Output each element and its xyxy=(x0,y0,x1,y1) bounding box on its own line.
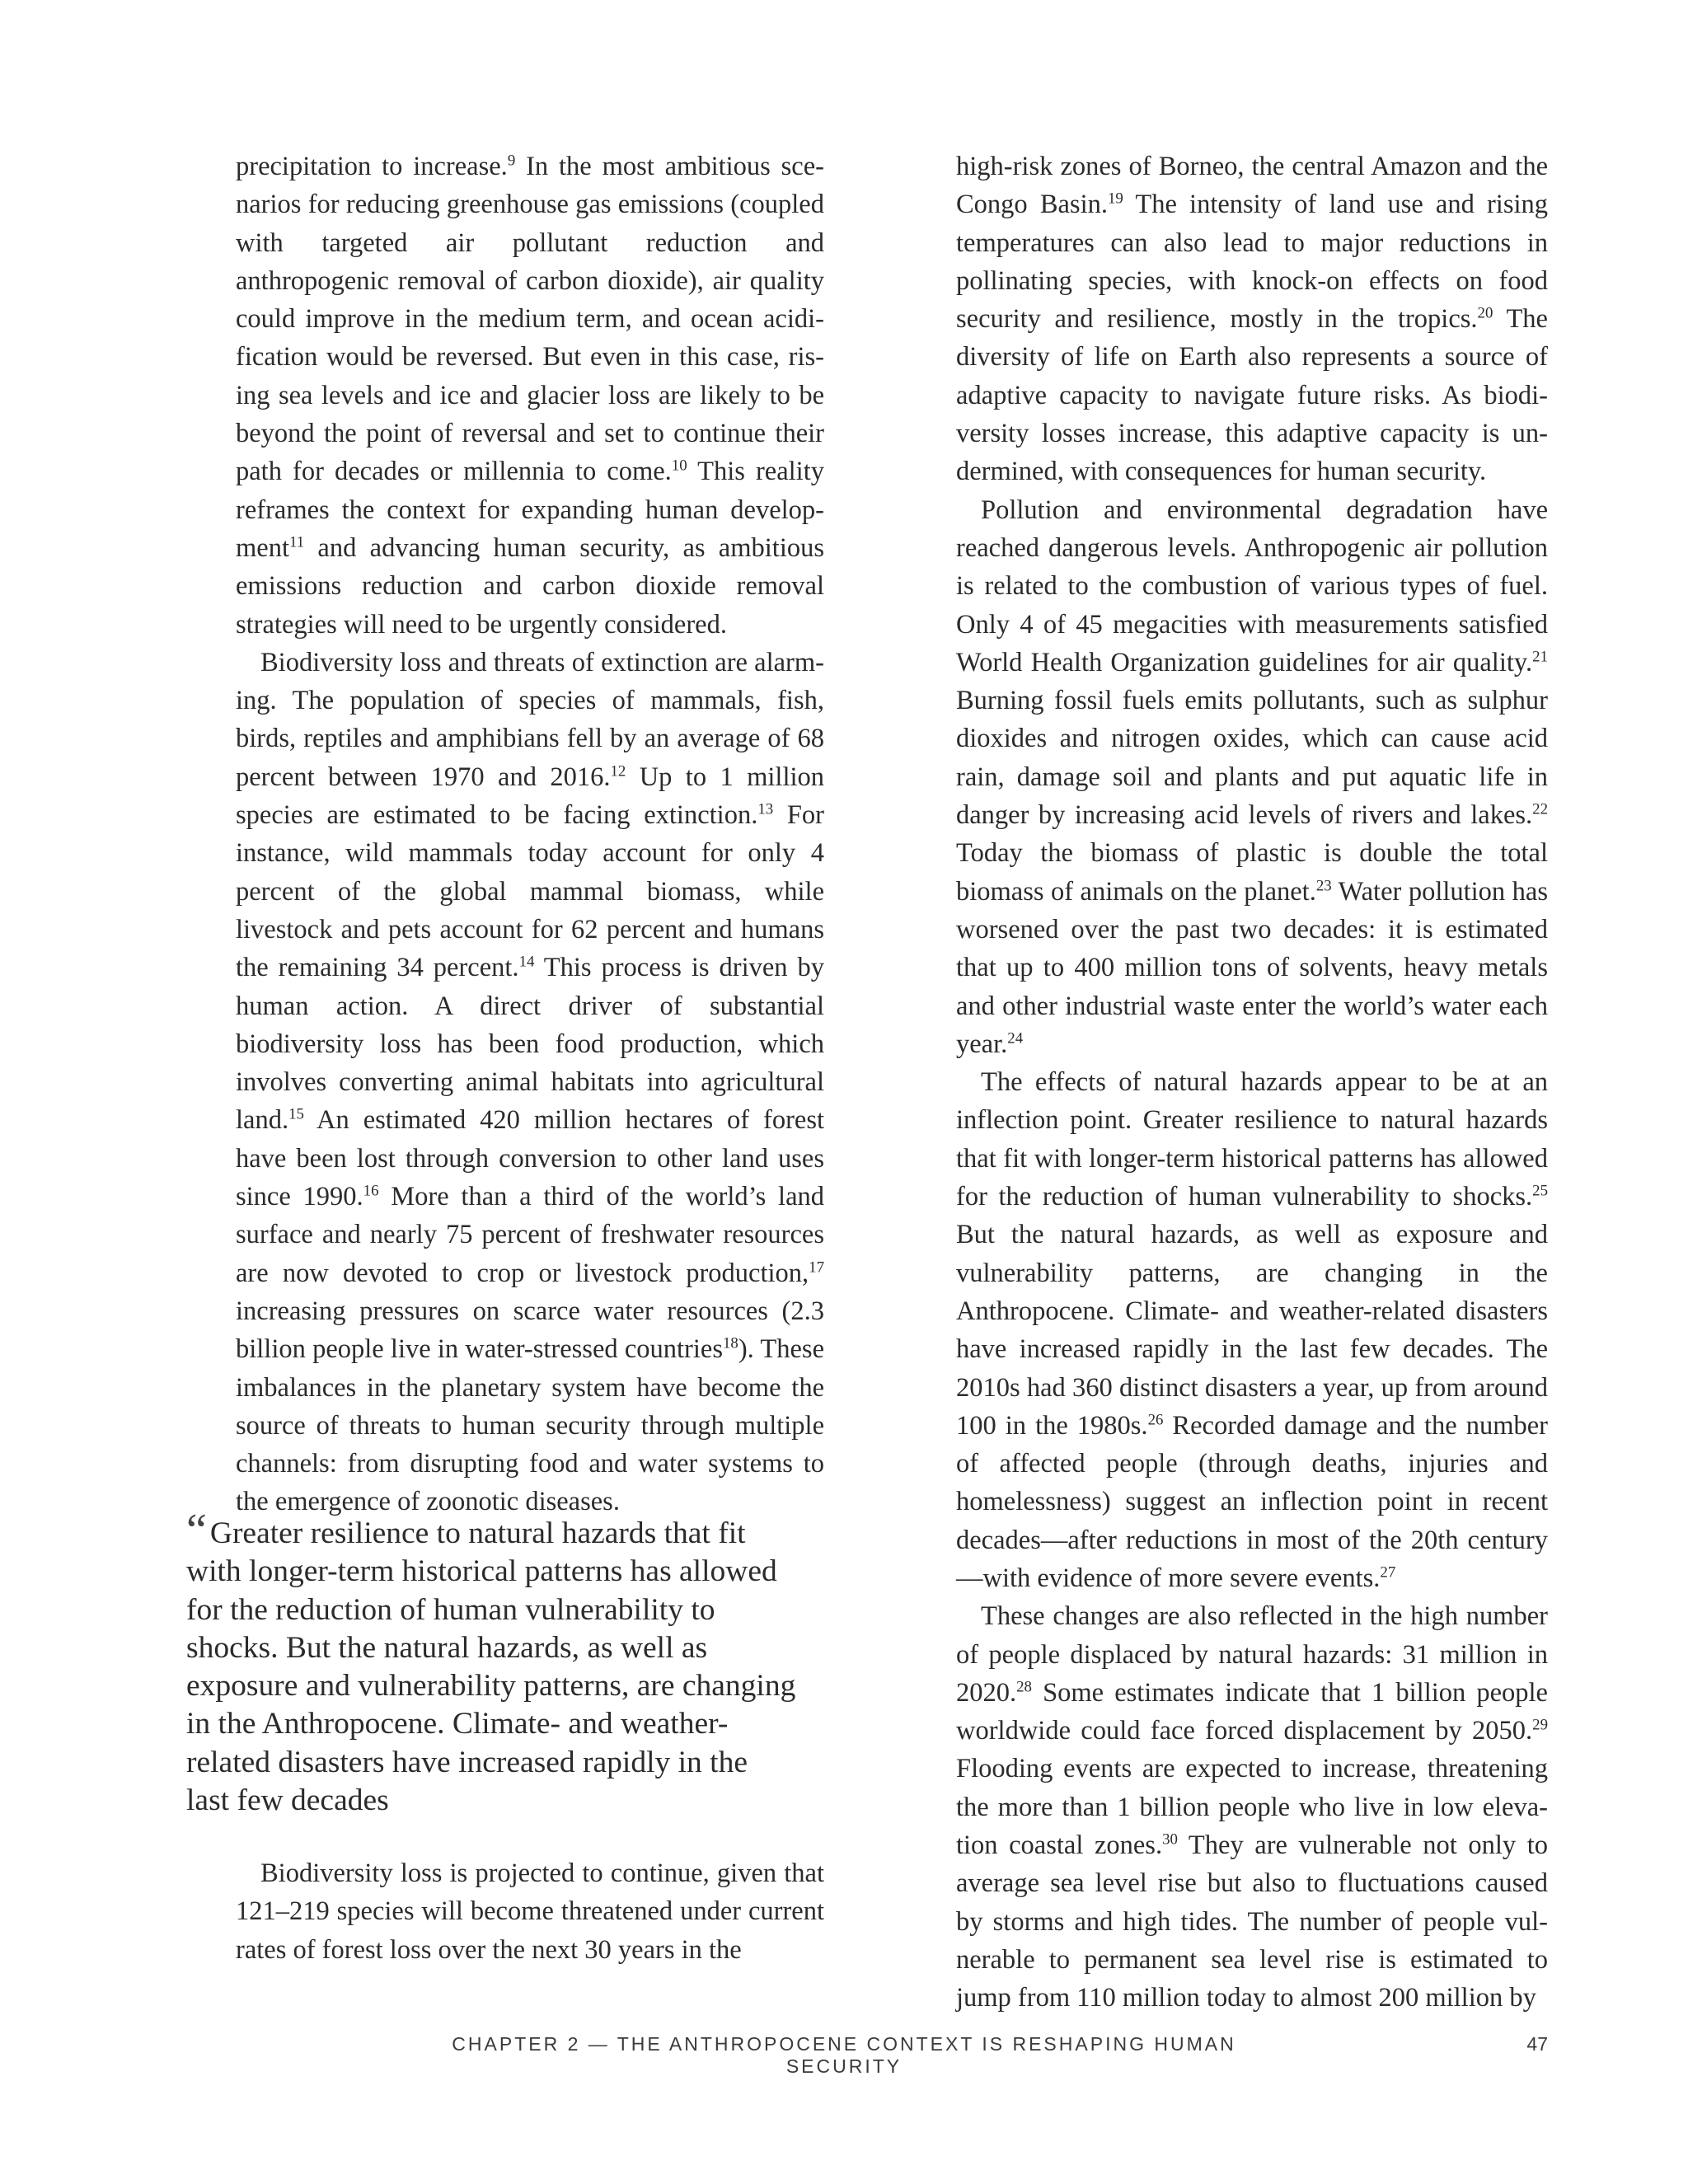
body-paragraph xyxy=(236,1854,824,1969)
body-paragraph xyxy=(956,1597,1548,2017)
paragraph-text: Water pollution has worsened over the past two decades: it is estimated that up to 400 million tons of solvents, heavy metals and other industrial waste enter the world’s water each year. xyxy=(956,876,1548,1059)
body-paragraph xyxy=(956,148,1548,491)
body-paragraph xyxy=(236,148,824,644)
body-paragraph xyxy=(956,491,1548,1063)
footnote-marker: 20 xyxy=(1477,304,1493,322)
footnote-marker: 28 xyxy=(1016,1678,1032,1696)
paragraph-text: Burning fossil fuels emits pollutants, such as sulphur dioxides and nitrogen oxides, which can cause acid rain, damage soil and plants and put aquatic life in danger by increasing acid levels of rivers and lakes. xyxy=(956,686,1548,831)
paragraph-text: This process is driven by human action. A direct driver of substantial biodiversity loss has been food production, which involves converting animal habitats into agricultural land. xyxy=(236,953,824,1136)
right-column xyxy=(956,148,1548,2018)
footnote-marker: 26 xyxy=(1147,1411,1164,1429)
left-column xyxy=(236,148,824,1521)
footnote-marker: 30 xyxy=(1162,1830,1178,1849)
quote-mark-icon: “ xyxy=(186,1504,207,1556)
paragraph-text: Flooding events are expected to increase, threatening the more than 1 billion people who live in low elevation coastal zones. xyxy=(956,1754,1548,1861)
footnote-marker: 11 xyxy=(288,533,305,551)
paragraph-text: Biodiversity loss is projected to continue, given that 121–219 species will become threatened under current rates of forest loss over the next 30 years in the xyxy=(236,1858,824,1965)
pull-quote-text: Greater resilience to natural hazards that fit with longer-term historical patterns has allowed for the reduction of human vulnerability to shocks. But the natural hazards, as well as exposure and vulnerability patterns, are changing in the Anthropocene. Climate- and weather-related disasters have increased rapidly in the last few decades xyxy=(186,1516,796,1818)
footnote-marker: 12 xyxy=(610,762,626,780)
footnote-marker: 9 xyxy=(507,152,516,170)
paragraph-text: ). These imbalances in the planetary system have become the source of threats to human security through multiple channels: from disrupting food and water systems to the emergence of zoonotic diseases. xyxy=(236,1334,824,1517)
paragraph-text: Some estimates indicate that 1 billion people worldwide could face forced displacement by 2050. xyxy=(956,1677,1548,1746)
footnote-marker: 29 xyxy=(1532,1716,1548,1734)
body-paragraph xyxy=(956,1063,1548,1597)
footnote-marker: 16 xyxy=(363,1182,379,1200)
paragraph-text: Up to 1 million species are estimated to be facing extinction. xyxy=(236,762,824,831)
paragraph-text: The diversity of life on Earth also represents a source of adaptive capacity to navigate future risks. As biodiversity losses increase, this adaptive capacity is undermined, with consequences for human security. xyxy=(956,304,1548,487)
paragraph-text: The effects of natural hazards appear to be at an inflection point. Greater resilience to natural hazards that fit with longer-term historical patterns has allowed for the reduction of human vulnerability to shocks. xyxy=(956,1067,1548,1212)
paragraph-text: They are vulnerable not only to average sea level rise but also to fluctuations caused by storms and high tides. The number of people vulnerable to permanent sea level rise is estimated to jump from 110 million today to almost 200 million by xyxy=(956,1830,1548,2013)
paragraph-text: For instance, wild mammals today account for only 4 percent of the global mammal biomass, while livestock and pets account for 62 percent and humans the remaining 34 percent. xyxy=(236,800,824,983)
paragraph-text: These changes are also reflected in the high number of people displaced by natural hazards: 31 million in 2020. xyxy=(956,1601,1548,1708)
paragraph-text: precipitation to increase. xyxy=(236,152,508,181)
footnote-marker: 17 xyxy=(809,1258,824,1276)
footnote-marker: 19 xyxy=(1107,190,1123,208)
footnote-marker: 10 xyxy=(671,457,687,475)
paragraph-text: But the natural hazards, as well as exposure and vulnerability patterns, are changing in the Anthropocene. Climate- and weather-related disasters have increased rapidly in the last few decades. The 2010s had 360 distinct disasters a year, up from around 100 in the 1980s. xyxy=(956,1220,1548,1441)
footnote-marker: 15 xyxy=(288,1105,304,1123)
paragraph-text: increasing pressures on scarce water resources (2.3 billion people live in water-stressed countries xyxy=(236,1296,824,1365)
chapter-footer: CHAPTER 2 — THE ANTHROPOCENE CONTEXT IS RESHAPING HUMAN SECURITY xyxy=(452,2033,1236,2077)
footnote-marker: 23 xyxy=(1315,876,1332,894)
footnote-marker: 14 xyxy=(518,953,535,971)
paragraph-text: Pollution and environmental degradation have reached dangerous levels. Anthropogenic air pollution is related to the combustion of various types of fuel. Only 4 of 45 megacities with measurements satisfied World Health Organization guidelines for air quality. xyxy=(956,494,1548,677)
paragraph-text: and advancing human security, as ambitious emissions reduction and carbon dioxide removal strategies will need to be urgently considered. xyxy=(236,532,824,640)
paragraph-text: More than a third of the world’s land surface and nearly 75 percent of freshwater resources are now devoted to crop or livestock production, xyxy=(236,1182,825,1288)
paragraph-text: This reality reframes the context for expanding human development xyxy=(236,457,824,563)
page-number: 47 xyxy=(1526,2033,1548,2055)
paragraph-text: The intensity of land use and rising temperatures can also lead to major reductions in pollinating species, with knock-on effects on food security and resilience, mostly in the tropics. xyxy=(956,190,1548,335)
footnote-marker: 24 xyxy=(1007,1029,1024,1047)
footnote-marker: 25 xyxy=(1532,1182,1548,1200)
footnote-marker: 27 xyxy=(1380,1563,1396,1582)
paragraph-text: high-risk zones of Borneo, the central Amazon and the Congo Basin. xyxy=(956,152,1548,220)
paragraph-text: An estimated 420 million hectares of forest have been lost through conversion to other land uses since 1990. xyxy=(236,1105,824,1212)
footnote-marker: 22 xyxy=(1532,800,1548,818)
pull-quote xyxy=(186,1504,796,1820)
paragraph-text: In the most ambitious scenarios for reducing greenhouse gas emissions (coupled with targeted air pollutant reduction and anthropogenic removal of carbon dioxide), air quality could improve in the medium term, and ocean acidification would be reversed. But even in this case, rising sea levels and ice and glacier loss are likely to be beyond the point of reversal and set to continue their path for decades or millennia to come. xyxy=(236,152,824,487)
footnote-marker: 13 xyxy=(757,800,774,818)
footnote-marker: 18 xyxy=(722,1334,738,1352)
paragraph-text: Today the biomass of plastic is double the total biomass of animals on the planet. xyxy=(956,838,1548,907)
left-column-continued xyxy=(236,1854,824,1969)
paragraph-text: Biodiversity loss and threats of extinction are alarming. The population of species of mammals, fish, birds, reptiles and amphibians fell by an average of 68 percent between 1970 and 2016. xyxy=(236,647,824,792)
paragraph-text: Recorded damage and the number of affected people (through deaths, injuries and homelessness) suggest an inflection point in recent decades—after reductions in most of the 20th century—with evidence of more severe events. xyxy=(956,1410,1548,1593)
footnote-marker: 21 xyxy=(1532,648,1548,666)
body-paragraph xyxy=(236,644,824,1521)
